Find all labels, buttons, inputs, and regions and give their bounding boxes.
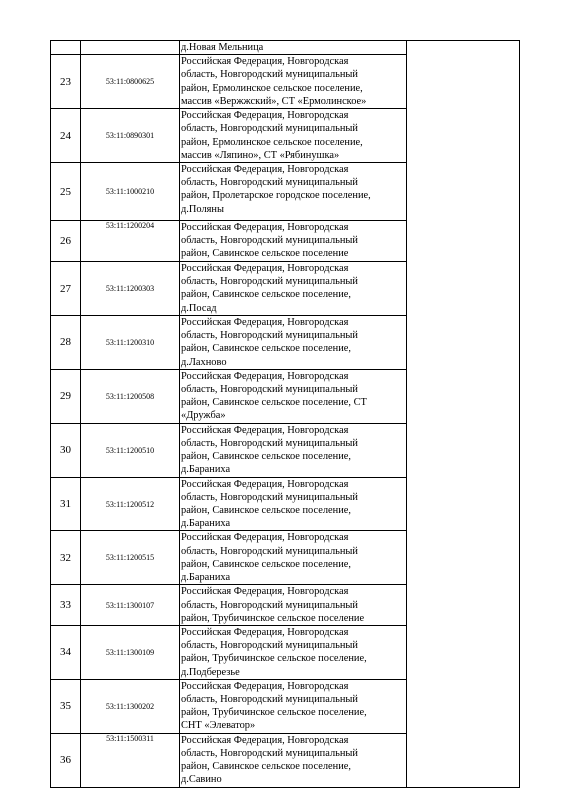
address: Российская Федерация, Новгородская область, Новгородский муниципальный район, Савинское сельское поселение, д.Бараниха <box>180 423 407 477</box>
cadastral-number: 53:11:1200510 <box>81 423 180 477</box>
address: Российская Федерация, Новгородская область, Новгородский муниципальный район, Трубичинское сельское поселение, СНТ «Элеватор» <box>180 679 407 733</box>
address: Российская Федерация, Новгородская область, Новгородский муниципальный район, Ермолинское сельское поселение, массив «Ляпино», СТ «Рябинушка» <box>180 109 407 163</box>
row-number: 24 <box>51 109 81 163</box>
cadastral-number: 53:11:1200508 <box>81 369 180 423</box>
row-number: 36 <box>51 733 81 787</box>
notes-cell <box>407 41 520 788</box>
row-number: 32 <box>51 531 81 585</box>
address: Российская Федерация, Новгородская область, Новгородский муниципальный район, Пролетарское городское поселение, д.Поляны <box>180 163 407 221</box>
row-number: 35 <box>51 679 81 733</box>
address: Российская Федерация, Новгородская область, Новгородский муниципальный район, Савинское сельское поселение, д.Бараниха <box>180 477 407 531</box>
address: Российская Федерация, Новгородская область, Новгородский муниципальный район, Трубичинское сельское поселение <box>180 585 407 626</box>
cadastral-number: 53:11:1300109 <box>81 626 180 680</box>
row-number: 26 <box>51 221 81 262</box>
address: Российская Федерация, Новгородская область, Новгородский муниципальный район, Савинское сельское поселение <box>180 221 407 262</box>
cadastral-number: 53:11:1000210 <box>81 163 180 221</box>
address: Российская Федерация, Новгородская область, Новгородский муниципальный район, Савинское сельское поселение, д.Бараниха <box>180 531 407 585</box>
address: Российская Федерация, Новгородская область, Новгородский муниципальный район, Савинское сельское поселение, д.Посад <box>180 262 407 316</box>
row-number: 28 <box>51 316 81 370</box>
cadastral-number: 53:11:1300107 <box>81 585 180 626</box>
cadastral-number: 53:11:1200303 <box>81 262 180 316</box>
cadastral-number <box>81 41 180 55</box>
cadastral-number: 53:11:0890301 <box>81 109 180 163</box>
land-plots-table <box>50 40 520 788</box>
row-number: 31 <box>51 477 81 531</box>
cadastral-number: 53:11:0800625 <box>81 55 180 109</box>
cadastral-number: 53:11:1200310 <box>81 316 180 370</box>
cadastral-number: 53:11:1200204 <box>81 221 180 262</box>
row-number: 23 <box>51 55 81 109</box>
cadastral-number: 53:11:1300202 <box>81 679 180 733</box>
cadastral-number: 53:11:1500311 <box>81 733 180 787</box>
address: Российская Федерация, Новгородская область, Новгородский муниципальный район, Савинское сельское поселение, д.Савино <box>180 733 407 787</box>
table-row <box>51 41 520 55</box>
table-body <box>51 41 520 788</box>
row-number: 27 <box>51 262 81 316</box>
address: Российская Федерация, Новгородская область, Новгородский муниципальный район, Ермолинское сельское поселение, массив «Вержжский», СТ «Ермолинское» <box>180 55 407 109</box>
address: д.Новая Мельница <box>180 41 407 55</box>
address: Российская Федерация, Новгородская область, Новгородский муниципальный район, Савинское сельское поселение, д.Лахново <box>180 316 407 370</box>
row-number: 30 <box>51 423 81 477</box>
row-number <box>51 41 81 55</box>
cadastral-number: 53:11:1200512 <box>81 477 180 531</box>
address: Российская Федерация, Новгородская область, Новгородский муниципальный район, Савинское сельское поселение, СТ «Дружба» <box>180 369 407 423</box>
row-number: 29 <box>51 369 81 423</box>
cadastral-number: 53:11:1200515 <box>81 531 180 585</box>
row-number: 25 <box>51 163 81 221</box>
row-number: 34 <box>51 626 81 680</box>
address: Российская Федерация, Новгородская область, Новгородский муниципальный район, Трубичинское сельское поселение, д.Подберезье <box>180 626 407 680</box>
row-number: 33 <box>51 585 81 626</box>
